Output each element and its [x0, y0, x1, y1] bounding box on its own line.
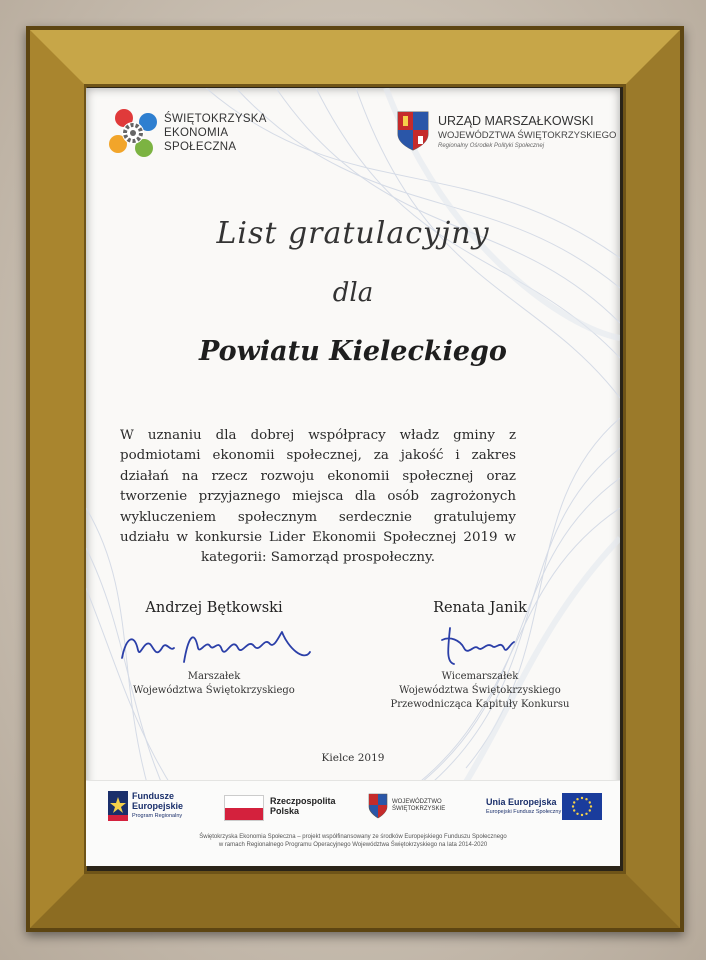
swietokrzyska-ekonomia-spoleczna-logo	[106, 106, 276, 166]
fe-line-1: Fundusze	[132, 791, 174, 801]
puzzle-gear-icon	[106, 106, 160, 160]
fundusze-europejskie-logo	[108, 791, 198, 823]
signer-vice-marshal	[370, 600, 590, 712]
logo-line-1: ŚWIĘTOKRZYSKA	[164, 113, 267, 125]
signer-name: Renata Janik	[433, 600, 527, 616]
ws-line-1: WOJEWÓDZTWO	[392, 799, 442, 805]
pl-line-2: Polska	[270, 806, 300, 816]
fe-star-icon	[108, 791, 128, 821]
rzeczpospolita-polska-logo	[224, 791, 334, 823]
unia-europejska-logo	[486, 791, 606, 823]
funding-footnote	[116, 833, 590, 849]
fe-line-3: Program Regionalny	[132, 813, 183, 819]
pl-line-1: Rzeczpospolita	[270, 796, 336, 806]
urzad-marszalkowski-logo	[396, 108, 617, 160]
footnote-line-2: w ramach Regionalnego Programu Operacyjnego Województwa Świętokrzyskiego na lata 2014-2020	[218, 842, 488, 848]
certificate-title: List gratulacyjny	[216, 216, 490, 251]
certificate-body-text: W uznaniu dla dobrej współpracy władz gminy z podmiotami ekonomii społecznej, za jakość i zakres działań na rzecz rozwoju ekonomii społecznej oraz tworzenie przyjaznego miejsca dla osób zagrożonych wykluczeniem społecznym serdecznie gratulujemy udziału w konkursie Lider Ekonomii Społecznej 2019 w kategorii: Samorząd prospołeczny.	[120, 428, 516, 566]
footnote-line-1: Świętokrzyska Ekonomia Społeczna – projekt współfinansowany ze środków Europejskiego Funduszu Społecznego	[199, 834, 507, 840]
signer-role-2: Województwa Świętokrzyskiego	[133, 685, 295, 696]
place-and-date: Kielce 2019	[321, 752, 385, 764]
fe-line-2: Europejskie	[132, 801, 184, 811]
handwritten-signature	[420, 618, 540, 670]
office-voivodeship: WOJEWÓDZTWA ŚWIĘTOKRZYSKIEGO	[438, 130, 617, 141]
funding-logos-strip	[86, 780, 620, 866]
signer-name: Andrzej Bętkowski	[145, 600, 283, 616]
signer-role-1: Wicemarszałek	[441, 671, 519, 682]
handwritten-signature	[114, 618, 314, 670]
signer-role-3: Przewodnicząca Kapituły Konkursu	[390, 699, 570, 710]
coat-of-arms-icon	[368, 793, 388, 819]
signer-role-1: Marszałek	[187, 671, 241, 682]
logo-line-3: SPOŁECZNA	[164, 141, 237, 153]
certificate-preposition: dla	[332, 278, 374, 308]
coat-of-arms-icon	[396, 110, 430, 152]
certificate-recipient: Powiatu Kieleckiego	[199, 336, 507, 367]
signer-role-2: Województwa Świętokrzyskiego	[399, 685, 561, 696]
signer-marshal	[114, 600, 314, 698]
certificate-paper	[86, 88, 620, 866]
office-name: URZĄD MARSZAŁKOWSKI	[438, 114, 594, 128]
logo-line-2: EKONOMIA	[164, 127, 229, 139]
office-department: Regionalny Ośrodek Polityki Społecznej	[438, 143, 545, 149]
eu-flag-icon	[562, 793, 602, 820]
ws-line-2: ŚWIĘTOKRZYSKIE	[392, 806, 446, 812]
polish-flag-icon	[224, 795, 264, 821]
ue-line-2: Europejski Fundusz Społeczny	[486, 809, 562, 815]
wojewodztwo-swietokrzyskie-logo	[368, 791, 458, 823]
ue-line-1: Unia Europejska	[486, 797, 557, 807]
